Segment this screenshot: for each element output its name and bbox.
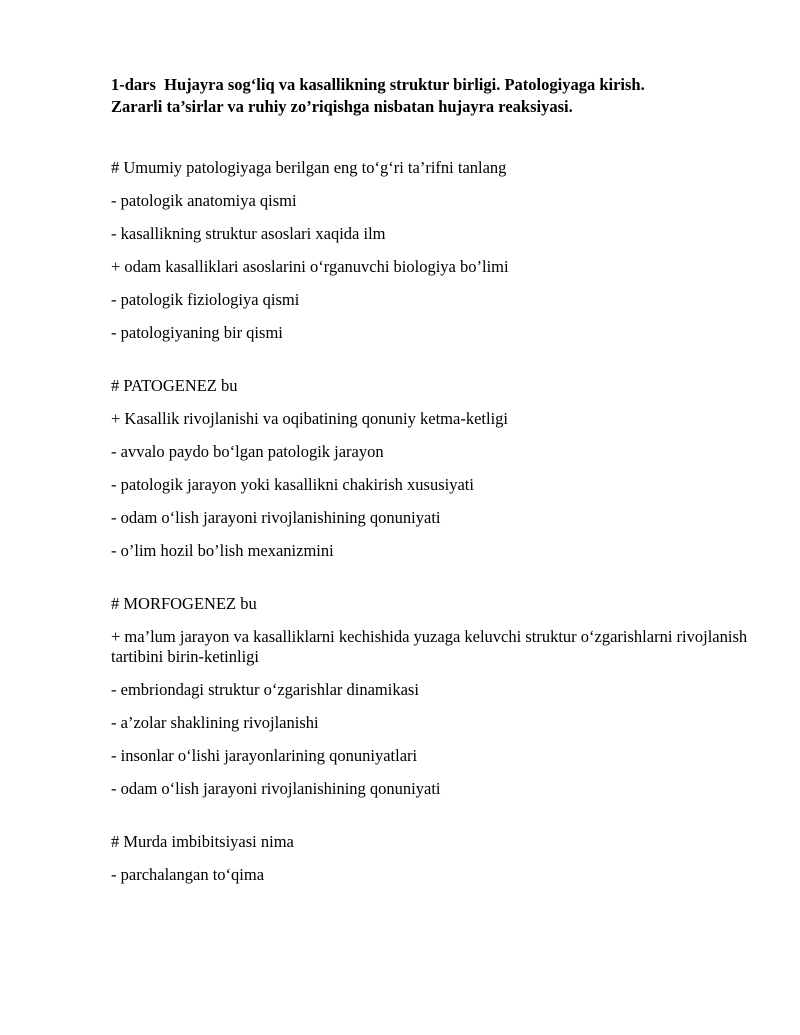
answer-option: - kasallikning struktur asoslari xaqida ilm [111, 224, 386, 243]
answer-option: - odam o‘lish jarayoni rivojlanishining qonuniyati [111, 779, 441, 798]
answer-option-correct: + odam kasalliklari asoslarini o‘rganuvchi biologiya bo’limi [111, 257, 509, 276]
question-text: # PATOGENEZ bu [111, 376, 238, 395]
answer-option: - avvalo paydo bo‘lgan patologik jarayon [111, 442, 384, 461]
question-block-2 [111, 376, 751, 561]
answer-option: - a’zolar shaklining rivojlanishi [111, 713, 319, 732]
question-text: # MORFOGENEZ bu [111, 594, 257, 613]
answer-option: - odam o‘lish jarayoni rivojlanishining qonuniyati [111, 508, 441, 527]
answer-option-correct: + ma’lum jarayon va kasalliklarni kechishida yuzaga keluvchi struktur o‘zgarishlarni rivojlanish tartibini birin-ketinligi [111, 627, 748, 666]
lesson-title [111, 74, 751, 118]
question-text: # Umumiy patologiyaga berilgan eng to‘g‘ri ta’rifni tanlang [111, 158, 507, 177]
answer-option: - insonlar o‘lishi jarayonlarining qonuniyatlari [111, 746, 418, 765]
answer-option: - parchalangan to‘qima [111, 865, 265, 884]
question-text: # Murda imbibitsiyasi nima [111, 832, 294, 851]
answer-option: - patologik anatomiya qismi [111, 191, 297, 210]
answer-option-correct: + Kasallik rivojlanishi va oqibatining qonuniy ketma-ketligi [111, 409, 508, 428]
answer-option: - embriondagi struktur o‘zgarishlar dinamikasi [111, 680, 419, 699]
title-line-1: 1-dars Hujayra sog‘liq va kasallikning struktur birligi. Patologiyaga kirish. [111, 75, 645, 94]
answer-option: - patologiyaning bir qismi [111, 323, 283, 342]
question-block-1 [111, 158, 751, 343]
document-page [111, 74, 751, 918]
question-block-4 [111, 832, 751, 885]
question-block-3 [111, 594, 751, 799]
answer-option: - o’lim hozil bo’lish mexanizmini [111, 541, 334, 560]
answer-option: - patologik fiziologiya qismi [111, 290, 300, 309]
answer-option: - patologik jarayon yoki kasallikni chakirish xususiyati [111, 475, 474, 494]
title-line-2: Zararli ta’sirlar va ruhiy zo’riqishga nisbatan hujayra reaksiyasi. [111, 97, 573, 116]
